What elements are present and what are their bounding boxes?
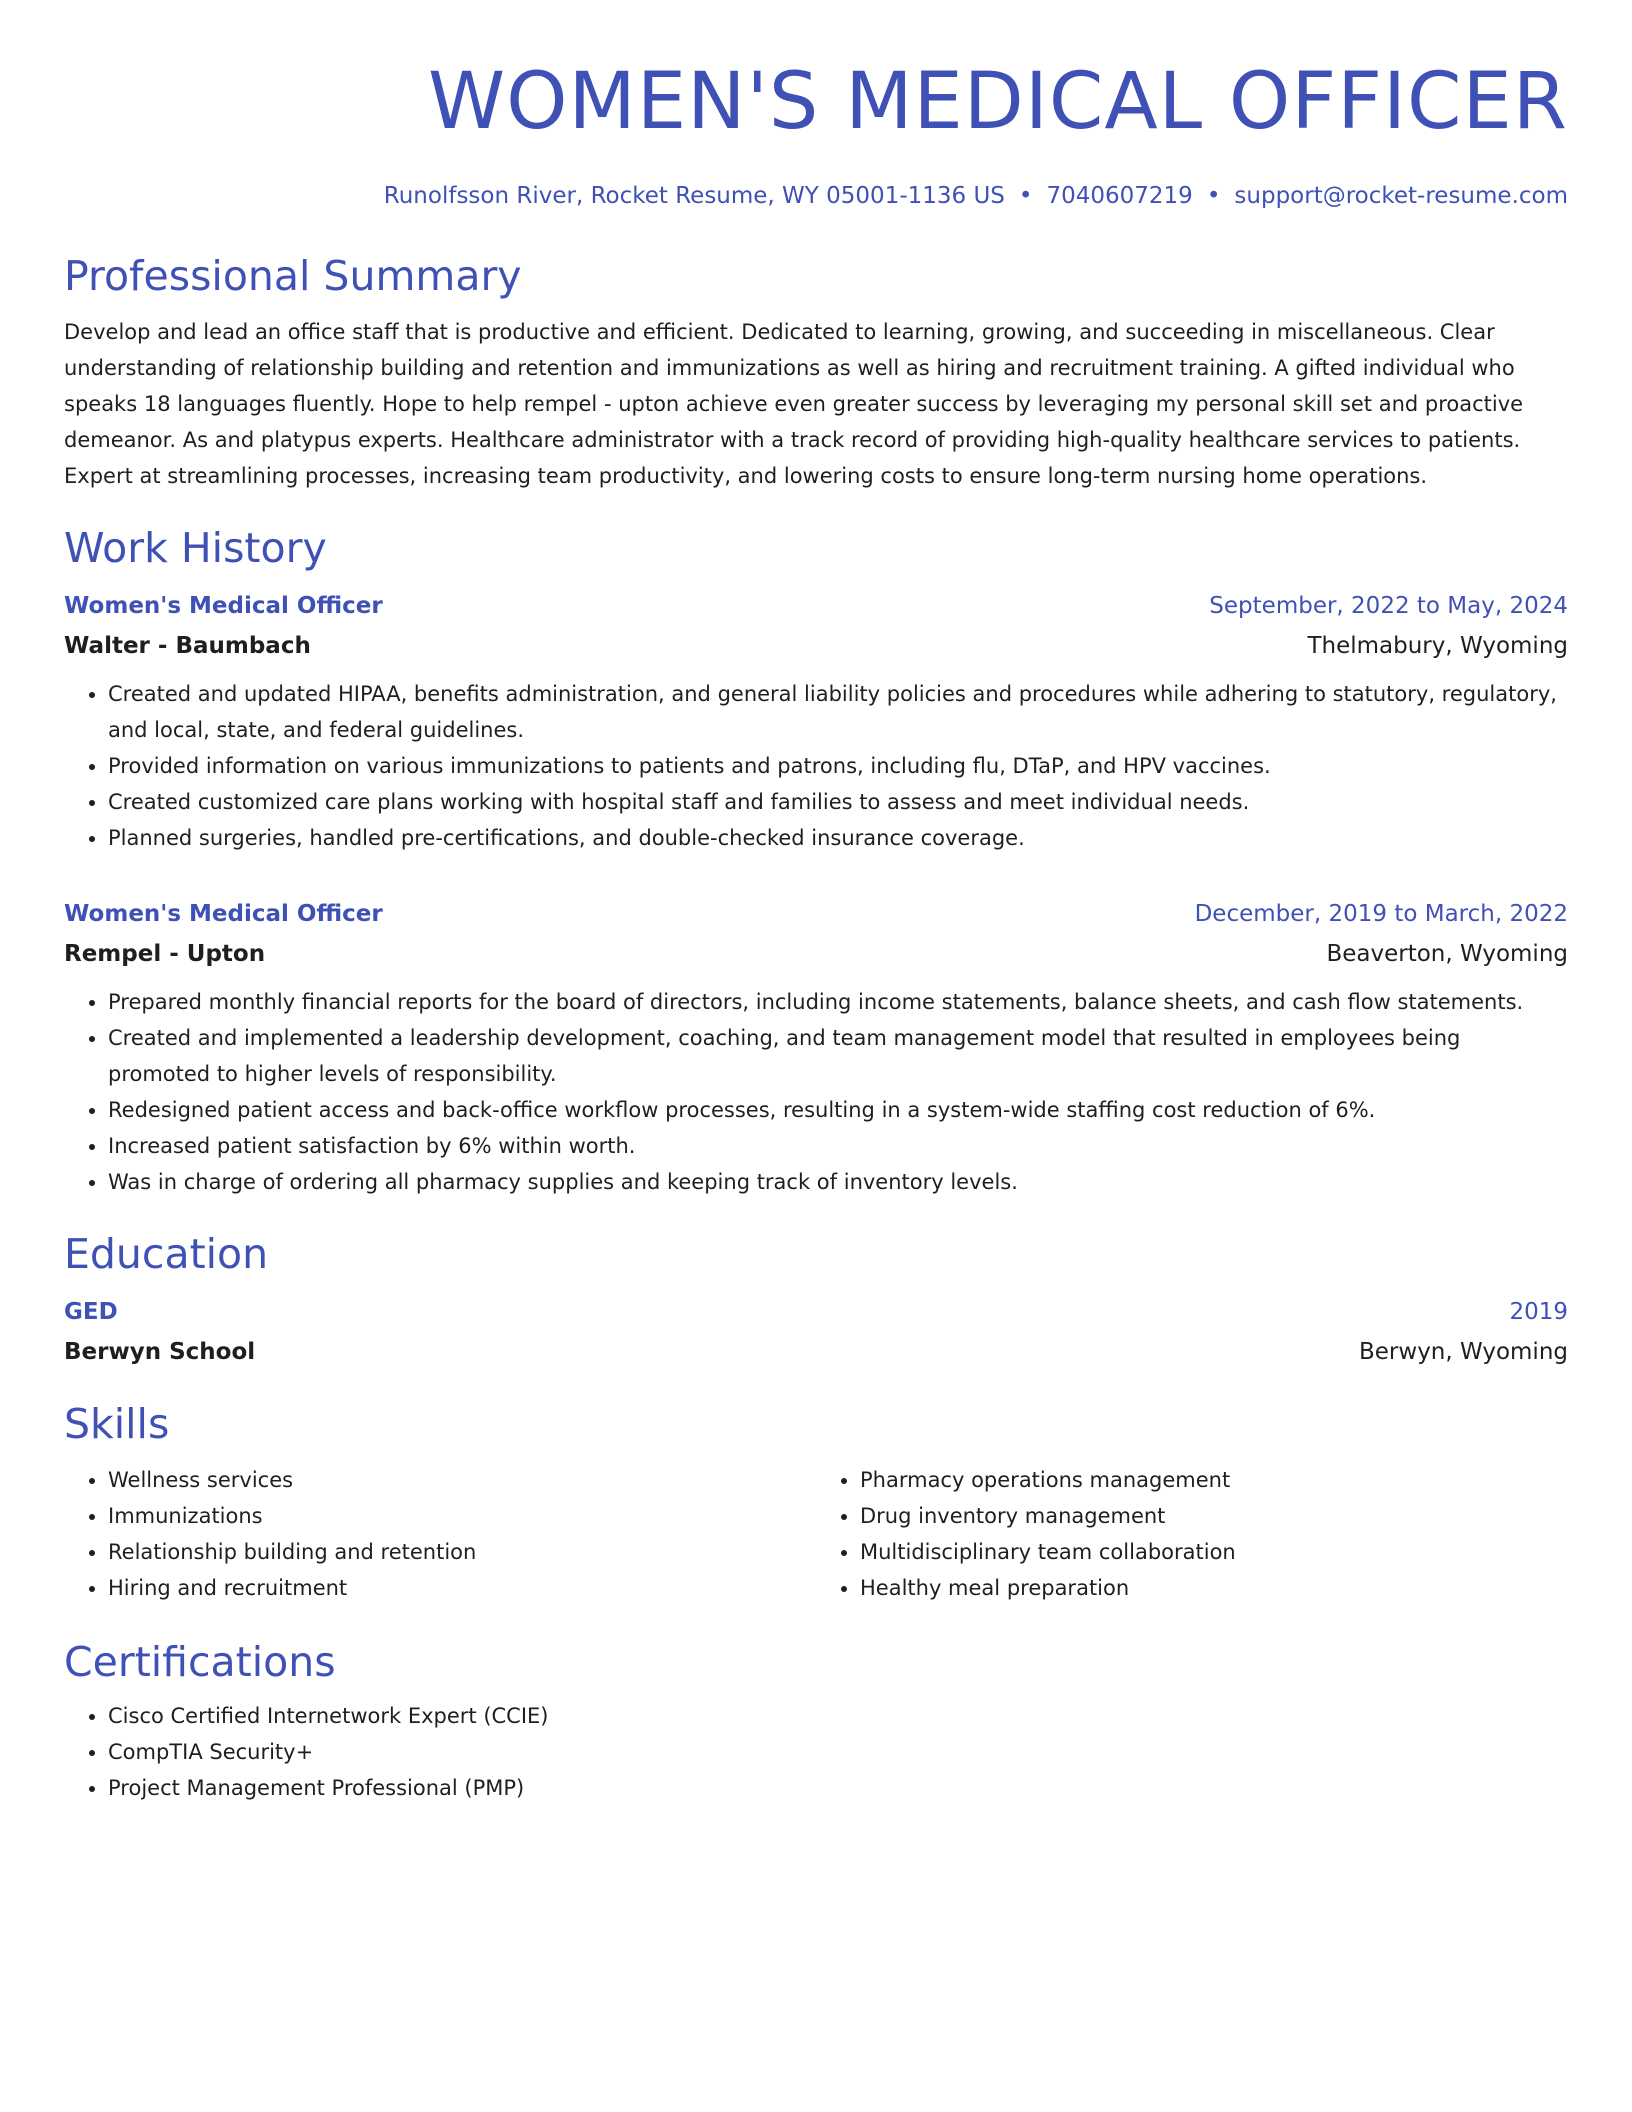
education-entry — [64, 1292, 1568, 1372]
job-role: Women's Medical Officer — [64, 593, 383, 619]
job-dates: September, 2022 to May, 2024 — [1209, 593, 1568, 619]
job-header — [64, 894, 1568, 934]
skill-item: • Pharmacy operations management — [860, 1462, 1568, 1498]
job-entry — [64, 894, 1568, 1200]
job-bullet: • Created customized care plans working with hospital staff and families to assess and meet individual needs. — [108, 784, 1568, 820]
skills-heading: Skills — [64, 1400, 170, 1448]
job-bullet: • Redesigned patient access and back-office workflow processes, resulting in a system-wide staffing cost reduction of 6%. — [108, 1092, 1568, 1128]
skills-column-left — [64, 1462, 816, 1606]
job-bullets — [64, 676, 1568, 856]
certification-item: • Cisco Certified Internetwork Expert (CCIE) — [108, 1698, 1568, 1734]
skill-item: • Relationship building and retention — [108, 1534, 816, 1570]
contact-line — [64, 180, 1568, 212]
education-school-row — [64, 1332, 1568, 1372]
skill-item: • Hiring and recruitment — [108, 1570, 816, 1606]
education-year: 2019 — [1509, 1299, 1568, 1325]
resume-page — [64, 52, 1568, 1806]
job-company: Walter - Baumbach — [64, 633, 311, 659]
contact-separator: • — [1018, 183, 1033, 209]
job-location: Thelmabury, Wyoming — [1307, 633, 1568, 659]
certifications-list — [64, 1698, 1568, 1806]
contact-phone: 7040607219 — [1046, 183, 1193, 209]
skill-item: • Drug inventory management — [860, 1498, 1568, 1534]
certifications-heading: Certifications — [64, 1638, 336, 1686]
skills-list — [64, 1462, 1568, 1606]
certification-item: • CompTIA Security+ — [108, 1734, 1568, 1770]
contact-separator: • — [1206, 183, 1221, 209]
job-header — [64, 586, 1568, 626]
job-bullets — [64, 984, 1568, 1200]
job-company-row — [64, 934, 1568, 974]
job-bullet: • Planned surgeries, handled pre-certifications, and double-checked insurance coverage. — [108, 820, 1568, 856]
job-company: Rempel - Upton — [64, 941, 266, 967]
skill-item: • Wellness services — [108, 1462, 816, 1498]
contact-email: support@rocket-resume.com — [1234, 183, 1568, 209]
skill-item: • Multidisciplinary team collaboration — [860, 1534, 1568, 1570]
job-bullet: • Was in charge of ordering all pharmacy supplies and keeping track of inventory levels. — [108, 1164, 1568, 1200]
job-entry — [64, 586, 1568, 856]
education-heading: Education — [64, 1230, 269, 1278]
job-bullet: • Prepared monthly financial reports for the board of directors, including income statements, balance sheets, and cash flow statements. — [108, 984, 1568, 1020]
job-location: Beaverton, Wyoming — [1326, 941, 1568, 967]
job-company-row — [64, 626, 1568, 666]
education-degree: GED — [64, 1299, 118, 1325]
job-bullet: • Provided information on various immunizations to patients and patrons, including flu, DTaP, and HPV vaccines. — [108, 748, 1568, 784]
education-header — [64, 1292, 1568, 1332]
contact-address: Runolfsson River, Rocket Resume, WY 05001-1136 US — [383, 183, 1005, 209]
skill-item: • Immunizations — [108, 1498, 816, 1534]
job-bullet: • Created and implemented a leadership development, coaching, and team management model that resulted in employees being promoted to higher levels of responsibility. — [108, 1020, 1568, 1092]
work-history-heading: Work History — [64, 524, 327, 572]
resume-name: WOMEN'S MEDICAL OFFICER — [428, 57, 1568, 147]
job-role: Women's Medical Officer — [64, 901, 383, 927]
education-location: Berwyn, Wyoming — [1359, 1339, 1568, 1365]
job-bullet: • Created and updated HIPAA, benefits administration, and general liability policies and procedures while adhering to statutory, regulatory, and local, state, and federal guidelines. — [108, 676, 1568, 748]
job-dates: December, 2019 to March, 2022 — [1194, 901, 1568, 927]
skills-column-right — [816, 1462, 1568, 1606]
job-bullet: • Increased patient satisfaction by 6% within worth. — [108, 1128, 1568, 1164]
summary-text: Develop and lead an office staff that is productive and efficient. Dedicated to learning, growing, and succeeding in miscellaneous. Clear understanding of relationship building and retention and immunizations as well as hiring and recruitment training. A gifted individual who speaks 18 languages fluently. Hope to help rempel - upton achieve even greater success by leveraging my personal skill set and proactive demeanor. As and platypus experts. Healthcare administrator with a track record of providing high-quality healthcare services to patients. Expert at streamlining processes, increasing team productivity, and lowering costs to ensure long-term nursing home operations. — [64, 320, 1524, 488]
summary-heading: Professional Summary — [64, 252, 522, 300]
education-school: Berwyn School — [64, 1339, 256, 1365]
skill-item: • Healthy meal preparation — [860, 1570, 1568, 1606]
certification-item: • Project Management Professional (PMP) — [108, 1770, 1568, 1806]
